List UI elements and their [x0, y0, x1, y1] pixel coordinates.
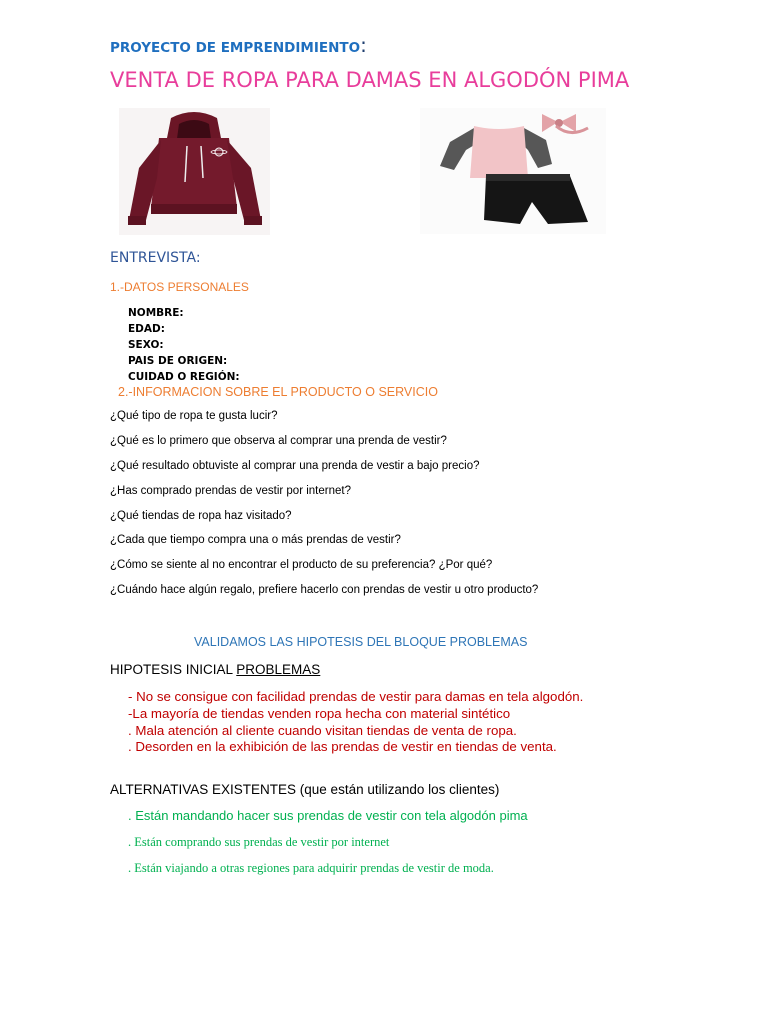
project-title-text: PROYECTO DE EMPRENDIMIENTO	[110, 40, 361, 56]
question-item: ¿Has comprado prendas de vestir por internet?	[110, 485, 351, 497]
field-nombre: NOMBRE:	[128, 307, 184, 319]
alternativa-item: . Están viajando a otras regiones para adquirir prendas de vestir de moda.	[128, 861, 494, 875]
problem-item: - No se consigue con facilidad prendas de vestir para damas en tela algodón.	[128, 689, 584, 704]
field-sexo: SEXO:	[128, 339, 164, 351]
alternativa-item: . Están mandando hacer sus prendas de vestir con tela algodón pima	[128, 808, 528, 823]
hipotesis-problemas: PROBLEMAS	[236, 662, 321, 677]
entrevista-heading: ENTREVISTA:	[110, 250, 201, 266]
hipotesis-label: HIPOTESIS INICIAL	[110, 662, 237, 677]
field-edad: EDAD:	[128, 323, 165, 335]
question-item: ¿Cuándo hace algún regalo, prefiere hacerlo con prendas de vestir u otro producto?	[110, 584, 539, 596]
datos-personales-heading: 1.-DATOS PERSONALES	[110, 280, 249, 294]
alternativa-item: . Están comprando sus prendas de vestir por internet	[128, 835, 390, 849]
field-pais: PAIS DE ORIGEN:	[128, 355, 228, 367]
informacion-producto-heading: 2.-INFORMACION SOBRE EL PRODUCTO O SERVICIO	[118, 385, 438, 399]
problem-item: . Mala atención al cliente cuando visitan tiendas de venta de ropa.	[128, 723, 517, 738]
question-item: ¿Qué tipo de ropa te gusta lucir?	[110, 410, 278, 422]
pink-blouse-shorts-image	[420, 108, 606, 234]
field-ciudad: CUIDAD O REGIÓN:	[128, 371, 240, 383]
question-item: ¿Qué resultado obtuviste al comprar una prenda de vestir a bajo precio?	[110, 460, 480, 472]
problem-item: . Desorden en la exhibición de las prendas de vestir en tiendas de venta.	[128, 739, 557, 754]
validamos-heading: VALIDAMOS LAS HIPOTESIS DEL BLOQUE PROBLEMAS	[194, 635, 528, 649]
page-subtitle: VENTA DE ROPA PARA DAMAS EN ALGODÓN PIMA	[110, 68, 630, 92]
project-title-colon: :	[360, 33, 367, 57]
project-title	[110, 33, 367, 57]
question-item: ¿Qué es lo primero que observa al comprar una prenda de vestir?	[110, 435, 447, 447]
problem-item: -La mayoría de tiendas venden ropa hecha con material sintético	[128, 706, 511, 721]
question-item: ¿Cada que tiempo compra una o más prendas de vestir?	[110, 534, 401, 546]
maroon-hoodie-image	[119, 108, 270, 235]
hipotesis-heading	[110, 662, 320, 677]
alternativas-heading: ALTERNATIVAS EXISTENTES (que están utilizando los clientes)	[110, 782, 500, 797]
question-item: ¿Qué tiendas de ropa haz visitado?	[110, 510, 292, 522]
question-item: ¿Cómo se siente al no encontrar el producto de su preferencia? ¿Por qué?	[110, 559, 493, 571]
